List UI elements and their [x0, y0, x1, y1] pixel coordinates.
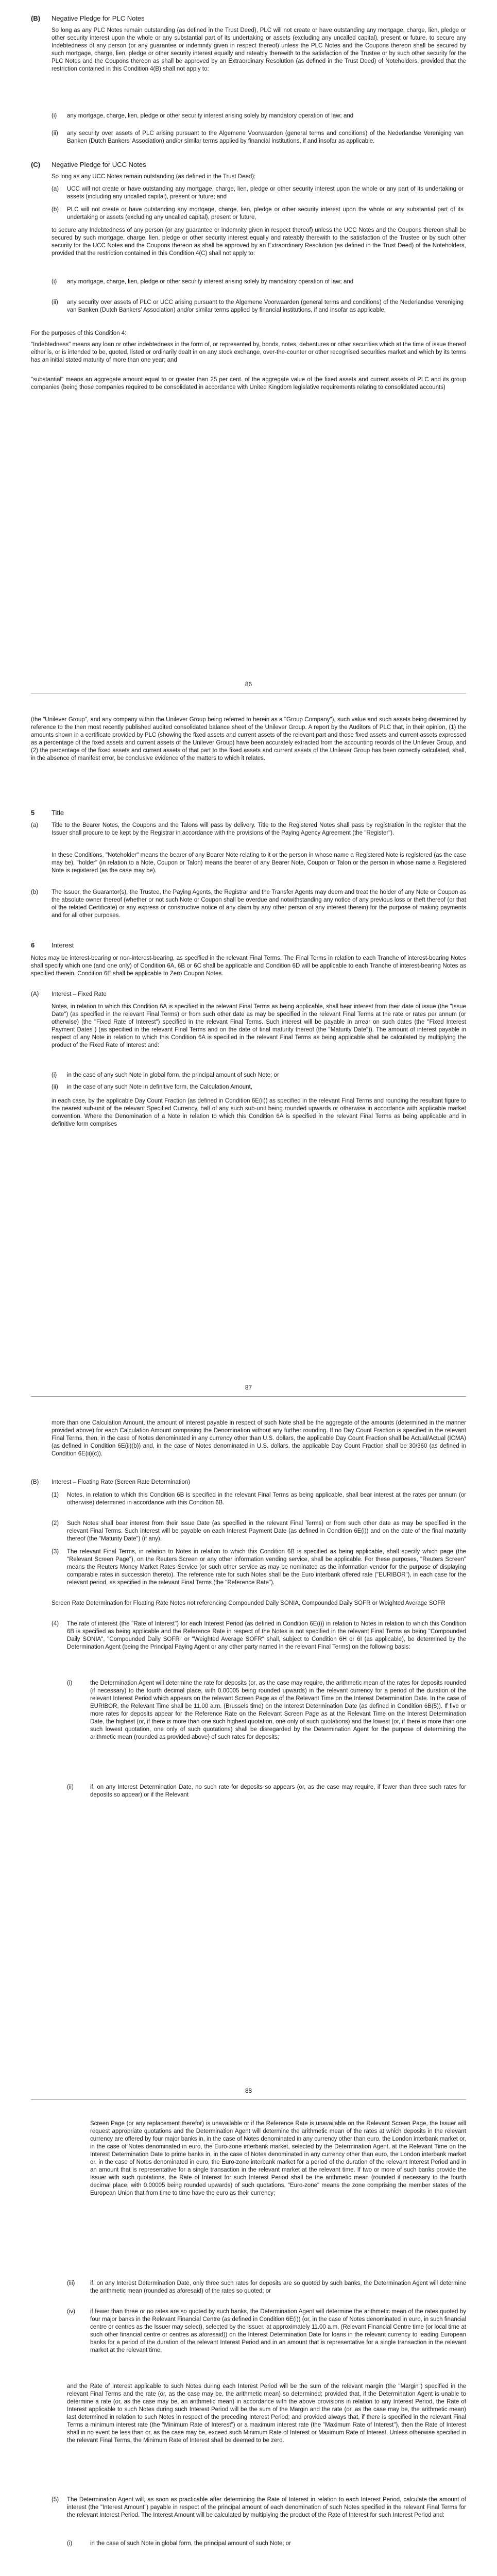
item-label: (i) — [67, 2540, 73, 2547]
item-label: (iv) — [67, 2309, 75, 2315]
paragraph: in each case, by the applicable Day Count Fraction (as defined in Condition 6E(ii)) as specified in the relevant Final Terms and rounding the resultant figure to the nearest sub-unit of the relevant Specified Currency, half of any such sub-unit being rounded upwards or otherwise in accordance with applicable market convention. Where the Denomination of a Note in relation to which this Condition 6A is specified in the relevant Final Terms as being applicable and in definitive form comprises — [52, 1098, 466, 1127]
page-divider — [31, 1396, 466, 1397]
section-title: Title — [52, 809, 64, 817]
section-heading — [31, 809, 64, 817]
paragraph: So long as any UCC Notes remain outstanding (as defined in the Trust Deed): — [52, 174, 256, 180]
item-text: Title to the Bearer Notes, the Coupons and the Talons will pass by delivery. Title to the Registered Notes shall pass by registration in the register that the Issuer shall procure to be kept by the Registrar in accordance with the provisions of the Paying Agency Agreement (the "Register"). — [52, 822, 466, 836]
page-88 — [0, 1406, 497, 2110]
paragraph: "Indebtedness" means any loan or other indebtedness in the form of, or represented by, bonds, notes, debentures or other securities which at the time of issue thereof either is, or is intended to be, quoted, listed or ordinarily dealt in on any stock exchange, over-the-counter or other recognised securities market and which by its terms has an initial stated maturity of more than one year; and — [31, 342, 466, 363]
item-label: (B) — [31, 1479, 39, 1485]
page-87 — [0, 703, 497, 1406]
item-text: Notes, in relation to which this Condition 6B is specified in the relevant Final Terms as being applicable, shall bear interest at the rates per annum (or otherwise) determined in accordance with this Condition 6B. — [67, 1492, 466, 1506]
section-title: Negative Pledge for PLC Notes — [52, 14, 145, 22]
page-number: 86 — [245, 681, 252, 688]
paragraph: For the purposes of this Condition 4: — [31, 330, 127, 336]
item-label: (ii) — [52, 130, 58, 137]
item-text: Interest – Floating Rate (Screen Rate Determination) — [52, 1479, 191, 1485]
section-number: (B) — [31, 14, 41, 22]
page-number: 88 — [245, 2087, 252, 2094]
item-label: (2) — [52, 1520, 59, 1527]
section-title: Negative Pledge for UCC Notes — [52, 161, 146, 168]
section-heading — [31, 161, 146, 168]
page-divider — [31, 2099, 466, 2100]
page-89 — [0, 2110, 497, 2576]
item-label: (a) — [31, 822, 39, 828]
item-text: if, on any Interest Determination Date, only three such rates for deposits are so quoted by such banks, the Determination Agent will determine the arithmetic mean (rounded as aforesaid) of the rates so quoted; or — [90, 2280, 466, 2294]
paragraph: Screen Page (or any replacement therefor) is unavailable or if the Reference Rate is unavailable on the Relevant Screen Page, the Issuer will request appropriate quotations and the Determination Agent will determine the arithmetic mean of the rates at which deposits in the relevant currency are offered by four major banks in, in the case of Notes denominated in any currency other than euro, the London interbank market or, in the case of Notes denominated in euro, the Euro-zone interbank market, selected by the Determination Agent, at the Relevant Time on the Interest Determination Date to prime banks in, in the case of Notes denominated in any currency other than euro, the London interbank market or, in the case of Notes denominated in euro, the Euro-zone interbank market for a period of the duration of the relevant Interest Period and in an amount that is representative for a single transaction in the relevant market at the relevant time. If two or more of such banks provide the Issuer with such quotations, the Rate of Interest for such Interest Period shall be the arithmetic mean (rounded if necessary to the fourth decimal place, with 0.00005 being rounded upwards) of such quotations. "Euro-zone" means the zone comprising the member states of the European Union that from time to time have the euro as their currency; — [90, 2121, 466, 2196]
paragraph: (the "Unilever Group", and any company within the Unilever Group being referred to herein as a "Group Company"), such value and such assets being determined by reference to the then most recently published audited consolidated balance sheet of the Unilever Group. A report by the Auditors of PLC that, in their opinion, (1) the amounts shown in a certificate provided by PLC (showing the fixed assets and current assets of the relevant part and those fixed assets and current assets expressed as a percentage of the fixed assets and current assets of the Unilever Group) have been accurately extracted from the accounting records of the Unilever Group, and (2) the percentage of the fixed assets and current assets of that part to the fixed assets and current assets of the Unilever Group has been correctly calculated, shall, in the absence of manifest error, be conclusive evidence of the matters to which it relates. — [31, 717, 466, 761]
item-text: The rate of interest (the "Rate of Interest") for each Interest Period (as defined in Condition 6E(i)) in relation to Notes in relation to which this Condition 6B is specified as being applicable and the Reference Rate in respect of the Notes is not specified in the relevant Final Terms as being "Compounded Daily SONIA", "Compounded Daily SOFR" or "Weighted Average SOFR" shall, subject to Condition 6H or 6I (as applicable), be determined by the Determination Agent (being the Principal Paying Agent or any other party named in the relevant Final Terms) on the following basis: — [67, 1621, 466, 1650]
section-title: Interest — [52, 941, 74, 949]
section-number: 5 — [31, 809, 35, 817]
paragraph: Screen Rate Determination for Floating Rate Notes not referencing Compounded Daily SONIA, Compounded Daily SOFR or Weighted Average SOFR — [52, 1600, 445, 1606]
item-text: in the case of any such Note in definitive form, the Calculation Amount, — [67, 1084, 252, 1090]
item-text: in the case of any such Note in global form, the principal amount of such Note; or — [67, 1072, 279, 1078]
item-label: (5) — [52, 2497, 59, 2503]
item-label: (i) — [67, 1680, 73, 1686]
item-label: (b) — [31, 889, 39, 895]
item-text: The relevant Final Terms, in relation to Notes in relation to which this Condition 6B is specified as being applicable, shall specify which page (the "Relevant Screen Page"), on the Reuters Screen or any other information vending service, shall be applicable. For these purposes, "Reuters Screen" means the Reuters Money Market Rates Service (or such other service as may be nominated as the information vendor for the purpose of displaying comparable rates in succession thereto). The reference rate for such Notes shall be the Euro interbank offered rate ("EURIBOR"), in each case for the relevant period, as specified in the relevant Final Terms (the "Reference Rate"). — [67, 1549, 466, 1586]
paragraph: So long as any PLC Notes remain outstanding (as defined in the Trust Deed), PLC will not create or have outstanding any mortgage, charge, lien, pledge or other security interest upon the whole or any substantial part of its undertaking or assets (excluding any uncalled capital), present or future, to secure any Indebtedness of any person (or any guarantee or indemnity given in respect thereof) unless the PLC Notes and the Coupons thereon shall be secured by such mortgage, charge, lien, pledge or other security interest equally and rateably therewith to the satisfaction of the Trustee or by such other security for the PLC Notes and the Coupons thereon as shall be approved by an Extraordinary Resolution (as defined in the Trust Deed) of Noteholders, provided that the restriction contained in this Condition 4(B) shall not apply to: — [52, 27, 466, 72]
item-text: in the case of such Note in global form, the principal amount of such Note; or — [90, 2540, 291, 2547]
item-label: (4) — [52, 1621, 59, 1627]
item-label: (a) — [52, 186, 59, 192]
item-text: if fewer than three or no rates are so quoted by such banks, the Determination Agent will determine the arithmetic mean of the rates quoted by four major banks in the Relevant Financial Centre (as defined in Condition 6E(i)) (or, in the case of Notes denominated in euro, in such financial centre or centres as the Issuer may select), selected by the Issuer, at approximately 11.00 a.m. (Relevant Financial Centre time (or local time at such other financial centre or centres as aforesaid)) on the Interest Determination Date for loans in the relevant currency to leading European banks for a period of the duration of the relevant Interest Period and in an amount that is representative for a single transaction in the relevant market at the relevant time, — [90, 2309, 466, 2353]
item-text: any security over assets of PLC or UCC arising pursuant to the Algemene Voorwaarden (general terms and conditions) of the Nederlandse Vereniging van Banken (Dutch Bankers' Association) and/or similar terms applied by financial institutions, if and insofar as applicable. — [67, 299, 464, 313]
section-heading — [31, 941, 74, 949]
item-text: the Determination Agent will determine the rate for deposits (or, as the case may require, the arithmetic mean of the rates for deposits rounded (if necessary) to the fourth decimal place, with 0.00005 being rounded upwards) in the relevant currency for a period of the duration of the relevant Interest Period which appears on the relevant Screen Page as of the Relevant Time on the Interest Determination Date. In the case of EURIBOR, the Relevant Time shall be 11.00 a.m. (Brussels time) on the Interest Determination Date (as defined in Condition 6B(5)). If five or more rates for deposits appear for the Reference Rate on the Relevant Screen Page as at the Relevant Time on the Interest Determination Date, the highest (or, if there is more than one such highest quotation, one only of such quotations) and the lowest (or, if there is more than one such lowest quotation, one only of such quotations) shall be disregarded by the Determination Agent for the purpose of determining the arithmetic mean (rounded as provided above) of such rates for deposits; — [90, 1680, 466, 1740]
paragraph: and the Rate of Interest applicable to such Notes during each Interest Period will be the sum of the relevant margin (the "Margin") specified in the relevant Final Terms and the rate (or, as the case may be, the arithmetic mean) so determined; provided that, if the Determination Agent is unable to determine a rate (or, as the case may be, an arithmetic mean) in accordance with the above provisions in relation to any Interest Period, the Rate of Interest applicable to such Notes during such Interest Period will be the sum of the Margin and the rate (or, as the case may be, the arithmetic mean) last determined in relation to such Notes in respect of the preceding Interest Period; and provided always that, if there is specified in the relevant Final Terms a minimum interest rate (the "Minimum Rate of Interest") or a maximum interest rate (the "Maximum Rate of Interest"), then the Rate of Interest shall in no event be less than or, as the case may be, exceed such Minimum Rate of Interest or Maximum Rate of Interest. Unless otherwise specified in the relevant Final Terms, the Minimum Rate of Interest shall be deemed to be zero. — [67, 2383, 466, 2444]
item-label: (ii) — [52, 1084, 58, 1090]
item-text: Such Notes shall bear interest from their Issue Date (as specified in the relevant Final Terms) or from such other date as may be specified in the relevant Final Terms. Such interest will be payable on each Interest Payment Date (as defined in Condition 6E(i)) and on the date of the final maturity thereof (the "Maturity Date") (if any). — [67, 1520, 466, 1542]
page-number: 87 — [245, 1384, 252, 1391]
item-label: (1) — [52, 1492, 59, 1498]
item-label: (ii) — [52, 299, 58, 306]
item-text: The Issuer, the Guarantor(s), the Trustee, the Paying Agents, the Registrar and the Transfer Agents may deem and treat the holder of any Note or Coupon as the absolute owner thereof (whether or not such Note or Coupon shall be overdue and notwithstanding any notice of any previous loss or theft thereof (or that of the related Certificate) or any express or constructive notice of any claim by any other person of any interest therein) for the purpose of making payments and for all other purposes. — [52, 889, 466, 919]
item-text: Interest – Fixed Rate — [52, 991, 107, 997]
item-text: PLC will not create or have outstanding any mortgage, charge, lien, pledge or other security interest upon the whole or any substantial part of its undertaking or assets (excluding any uncalled capital), present or future, — [67, 207, 464, 221]
paragraph: to secure any Indebtedness of any person (or any guarantee or indemnity given in respect thereof) unless the UCC Notes and the Coupons thereon shall be secured by such mortgage, charge, lien, pledge or other security interest equally and rateably therewith to the satisfaction of the Trustee or by such other security for the UCC Notes and the Coupons thereon as shall be approved by an Extraordinary Resolution (as defined in the Trust Deed) of the Noteholders, provided that the restriction contained in this Condition 4(C) shall not apply to: — [52, 227, 466, 257]
paragraph: Notes may be interest-bearing or non-interest-bearing, as specified in the relevant Final Terms. The Final Terms in relation to each Tranche of interest-bearing Notes shall specify which one (and one only) of Condition 6A, 6B or 6C shall be applicable and Condition 6D will be applicable to each Tranche of interest-bearing Notes as specified therein. Condition 6E shall be applicable to Zero Coupon Notes. — [31, 955, 466, 977]
paragraph: more than one Calculation Amount, the amount of interest payable in respect of such Note shall be the aggregate of the amounts (determined in the manner provided above) for each Calculation Amount comprising the Denomination without any further rounding. If no Day Count Fraction is specified in the relevant Final Terms, then, in the case of Notes denominated in any currency other than U.S. dollars, the applicable Day Count Fraction shall be Actual/Actual (ICMA) (as defined in Condition 6E(ii)(b)) and, in the case of Notes denominated in U.S. dollars, the applicable Day Count Fraction shall be 30/360 (as defined in Condition 6E(ii)(c)). — [52, 1420, 466, 1457]
section-number: (C) — [31, 161, 41, 168]
paragraph: "substantial" means an aggregate amount equal to or greater than 25 per cent. of the aggregate value of the fixed assets and current assets of PLC and its group companies (being those companies required to be consolidated in accordance with United Kingdom legislative requirements relating to consolidated accounts) — [31, 377, 466, 391]
item-text: The Determination Agent will, as soon as practicable after determining the Rate of Interest in relation to each Interest Period, calculate the amount of interest (the "Interest Amount") payable in respect of the principal amount of each denomination of such Notes specified in the relevant Final Terms for the relevant Interest Period. The Interest Amount will be calculated by multiplying the product of the Rate of Interest for such Interest Period and: — [67, 2497, 466, 2518]
item-label: (i) — [52, 113, 57, 119]
item-label: (i) — [52, 1072, 57, 1078]
item-label: (b) — [52, 207, 59, 213]
section-heading — [31, 14, 145, 22]
item-text: any mortgage, charge, lien, pledge or other security interest arising solely by mandatory operation of law; and — [67, 279, 354, 285]
paragraph: In these Conditions, "Noteholder" means the bearer of any Bearer Note relating to it or the person in whose name a Registered Note is registered (as the case may be), "holder" (in relation to a Note, Coupon or Talon) means the bearer of any Bearer Note, Coupon or Talon or the person in whose name a Registered Note is registered (as the case may be). — [52, 852, 466, 874]
item-label: (iii) — [67, 2280, 75, 2286]
paragraph: Notes, in relation to which this Condition 6A is specified in the relevant Final Terms as being applicable, shall bear interest from their date of issue (the "Issue Date") (as specified in the relevant Final Terms) or from such other date as may be specified in the relevant Final Terms at the rate or rates per annum (or otherwise) (the "Fixed Rate of Interest") specified in the relevant Final Terms. Such interest will be payable in arrear on such dates (the "Fixed Interest Payment Dates") (as specified in the relevant Final Terms and on the date of final maturity thereof (the "Maturity Date")). The amount of interest payable in respect of any Note in relation to which this Condition 6A is specified in the relevant Final Terms as being applicable shall be calculated by multiplying the product of the Fixed Rate of Interest and: — [52, 1004, 466, 1048]
item-label: (A) — [31, 991, 39, 997]
section-number: 6 — [31, 941, 35, 949]
item-text: UCC will not create or have outstanding any mortgage, charge, lien, pledge or other security interest upon the whole or any part of its undertaking or assets (including any uncalled capital), present or future; and — [67, 186, 464, 200]
item-text: any security over assets of PLC arising pursuant to the Algemene Voorwaarden (general terms and conditions) of the Nederlandse Vereniging van Banken (Dutch Bankers' Association) and/or similar terms applied by financial institutions, if and insofar as applicable. — [67, 130, 464, 144]
item-label: (3) — [52, 1549, 59, 1555]
item-text: if, on any Interest Determination Date, no such rate for deposits so appears (or, as the case may require, if fewer than three such rates for deposits so appear) or if the Relevant — [90, 1784, 466, 1798]
item-label: (ii) — [67, 1784, 74, 1790]
item-text: any mortgage, charge, lien, pledge or other security interest arising solely by mandatory operation of law; and — [67, 113, 354, 119]
item-label: (i) — [52, 279, 57, 285]
page-86 — [0, 0, 497, 703]
